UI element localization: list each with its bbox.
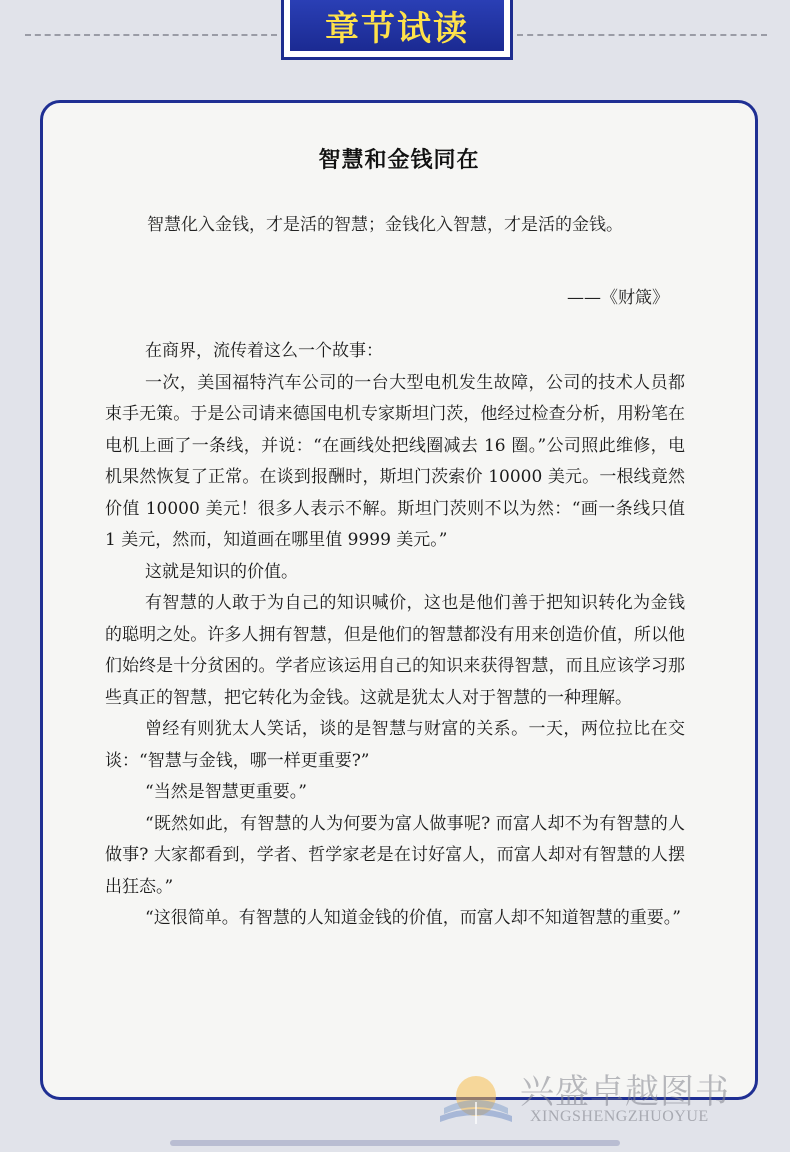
- body-paragraph: 曾经有则犹太人笑话，谈的是智慧与财富的关系。一天，两位拉比在交谈：“智慧与金钱，哪一样更重要?”: [105, 719, 685, 771]
- body-paragraph: 有智慧的人敢于为自己的知识喊价，这也是他们善于把知识转化为金钱的聪明之处。许多人拥有智慧，但是他们的智慧都没有用来创造价值，所以他们始终是十分贫困的。学者应该运用自己的知识来获得智慧，而且应该学习那些真正的智慧，把它转化为金钱。这就是犹太人对于智慧的一种理解。: [105, 593, 685, 708]
- publisher-watermark: [430, 1062, 770, 1132]
- section-badge-label: 章节试读: [325, 9, 469, 49]
- header-divider-left: [25, 34, 277, 36]
- body-paragraph: “既然如此，有智慧的人为何要为富人做事呢? 而富人却不为有智慧的人做事? 大家都看到，学者、哲学家老是在讨好富人，而富人却对有智慧的人摆出狂态。”: [105, 813, 685, 897]
- watermark-pinyin: XINGSHENGZHUOYUE: [530, 1108, 709, 1125]
- chapter-epigraph: 智慧化入金钱，才是活的智慧；金钱化入智慧，才是活的金钱。: [147, 215, 623, 235]
- body-paragraph: “当然是智慧更重要。”: [145, 782, 307, 802]
- body-paragraph: “这很简单。有智慧的人知道金钱的价值，而富人却不知道智慧的重要。”: [145, 908, 681, 928]
- body-paragraph: 这就是知识的价值。: [145, 561, 298, 582]
- book-sunrise-logo-icon: [430, 1062, 522, 1132]
- chapter-body: [105, 336, 685, 935]
- bottom-decoration: [170, 1140, 620, 1146]
- body-paragraph: 在商界，流传着这么一个故事：: [145, 341, 383, 361]
- epigraph-source: ——《财箴》: [567, 288, 669, 308]
- section-badge: [281, 0, 513, 60]
- watermark-name: 兴盛卓越图书: [520, 1072, 730, 1112]
- section-badge-panel: [290, 0, 504, 51]
- body-paragraph: 一次，美国福特汽车公司的一台大型电机发生故障，公司的技术人员都束手无策。于是公司请来德国电机专家斯坦门茨，他经过检查分析，用粉笔在电机上画了一条线，并说：“在画线处把线圈减去 16 圈。”公司照此维修，电机果然恢复了正常。在谈到报酬时，斯坦门茨索价 10000 美元。一根线竟然价值 10000 美元！很多人表示不解。斯坦门茨则不以为然：“画一条线只值 1 美元，然而，知道画在哪里值 9999 美元。”: [105, 372, 685, 550]
- excerpt-card: [40, 100, 758, 1100]
- chapter-title: 智慧和金钱同在: [318, 148, 480, 173]
- header-divider-right: [517, 34, 767, 36]
